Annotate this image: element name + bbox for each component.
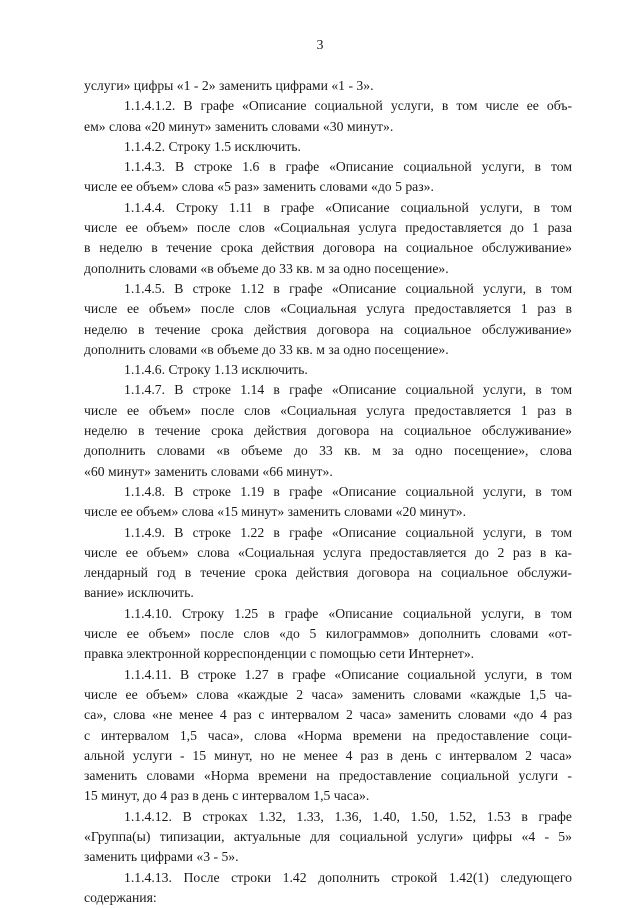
paragraph-line: правка электронной корреспонденции с помощью сети Интернет».	[84, 646, 475, 662]
paragraph-line: 1.1.4.1.2. В графе «Описание социальной услуги, в том числе ее объ-	[124, 98, 572, 114]
paragraph-line: ем» слова «20 минут» заменить словами «30 минут».	[84, 118, 394, 134]
paragraph-line: лендарный год в течение срока действия договора на социальное обслужи-	[84, 565, 572, 581]
paragraph-line: числе ее объем» после слов «до 5 килограммов» дополнить словами «от-	[84, 626, 572, 642]
paragraph-line: альной услуги - 15 минут, но не менее 4 раз в день с интервалом 2 часа»	[84, 747, 572, 763]
paragraph-line: дополнить словами «в объеме до 33 кв. м за одно посещение».	[84, 260, 449, 276]
paragraph-line: 15 минут, до 4 раз в день с интервалом 1,5 часа».	[84, 788, 370, 804]
paragraph-line: 1.1.4.7. В строке 1.14 в графе «Описание социальной услуги, в том	[124, 382, 572, 398]
paragraph-line: «Группа(ы) типизации, актуальные для социальной услуги» цифры «4 - 5»	[84, 828, 572, 844]
paragraph-line: неделю в течение срока действия договора на социальное обслуживание»	[84, 321, 572, 337]
paragraph-line: 1.1.4.2. Строку 1.5 исключить.	[124, 138, 301, 154]
paragraph-line: 1.1.4.8. В строке 1.19 в графе «Описание социальной услуги, в том	[124, 483, 572, 499]
paragraph-line: неделю в течение срока действия договора на социальное обслуживание»	[84, 423, 572, 439]
paragraph-line: «60 минут» заменить словами «66 минут».	[84, 463, 333, 479]
paragraph-line: числе ее объем» после слов «Социальная услуга предоставляется до 1 раза	[84, 220, 572, 236]
paragraph-line: 1.1.4.9. В строке 1.22 в графе «Описание социальной услуги, в том	[124, 524, 572, 540]
paragraph-line: 1.1.4.10. Строку 1.25 в графе «Описание социальной услуги, в том	[124, 605, 572, 621]
paragraph-line: содержания:	[84, 889, 157, 905]
paragraph-line: 1.1.4.5. В строке 1.12 в графе «Описание социальной услуги, в том	[124, 280, 572, 296]
paragraph-line: числе ее объем» слова «каждые 2 часа» заменить словами «каждые 1,5 ча-	[84, 686, 572, 702]
page-number: 3	[316, 38, 324, 53]
paragraph-line: дополнить словами «в объеме до 33 кв. м за одно посещение».	[84, 341, 449, 357]
paragraph-line: дополнить словами «в объеме до 33 кв. м за одно посещение», слова	[84, 443, 572, 459]
paragraph-line: 1.1.4.12. В строках 1.32, 1.33, 1.36, 1.40, 1.50, 1.52, 1.53 в графе	[124, 808, 572, 824]
paragraph-line: числе ее объем» слова «Социальная услуга предоставляется до 2 раз в ка-	[84, 544, 572, 560]
paragraph-line: числе ее объем» после слов «Социальная услуга предоставляется 1 раз в	[84, 402, 572, 418]
paragraph-line: заменить цифрами «3 - 5».	[84, 849, 239, 865]
paragraph-line: числе ее объем» после слов «Социальная услуга предоставляется 1 раз в	[84, 301, 572, 317]
document-body	[84, 76, 572, 908]
paragraph-line: услуги» цифры «1 - 2» заменить цифрами «1 - 3».	[84, 78, 374, 93]
paragraph-line: в неделю в течение срока действия договора на социальное обслуживание»	[84, 240, 572, 256]
paragraph-line: числе ее объем» слова «15 минут» заменить словами «20 минут».	[84, 504, 466, 520]
paragraph-line: 1.1.4.13. После строки 1.42 дополнить строкой 1.42(1) следующего	[124, 869, 572, 885]
paragraph-line: с интервалом 1,5 часа», слова «Норма времени на предоставление соци-	[84, 727, 572, 743]
paragraph-line: 1.1.4.4. Строку 1.11 в графе «Описание социальной услуги, в том	[124, 199, 572, 215]
paragraph-line: вание» исключить.	[84, 585, 194, 601]
paragraph-line: 1.1.4.6. Строку 1.13 исключить.	[124, 362, 308, 378]
paragraph-line: числе ее объем» слова «5 раз» заменить словами «до 5 раз».	[84, 179, 434, 195]
paragraph-line: 1.1.4.3. В строке 1.6 в графе «Описание социальной услуги, в том	[124, 159, 572, 175]
paragraph-line: са», слова «не менее 4 раз с интервалом 2 часа» заменить словами «до 4 раз	[84, 707, 572, 723]
paragraph-line: 1.1.4.11. В строке 1.27 в графе «Описание социальной услуги, в том	[124, 666, 572, 682]
paragraph-line: заменить словами «Норма времени на предоставление социальной услуги -	[84, 768, 572, 784]
